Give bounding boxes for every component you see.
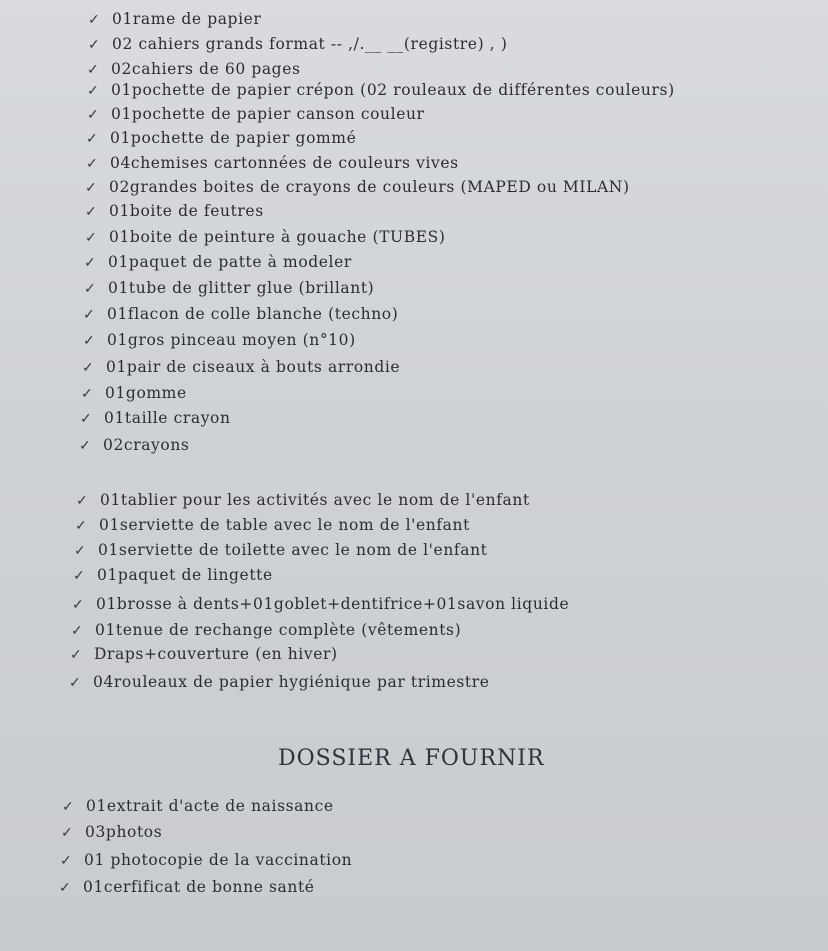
item-text: 04rouleaux de papier hygiénique par trimestre [93,673,490,691]
check-icon: ✓ [82,360,95,376]
list-item [86,153,459,174]
item-text: 02crayons [103,436,190,454]
item-text: 01rame de papier [112,10,262,28]
list-item [73,565,273,586]
list-item [72,594,569,615]
item-text: 02cahiers de 60 pages [111,60,301,78]
check-icon: ✓ [70,647,83,663]
item-text: 01 photocopie de la vaccination [84,851,353,869]
list-item [88,34,507,55]
check-icon: ✓ [88,12,101,28]
item-text: 01pochette de papier gommé [110,129,357,147]
check-icon: ✓ [87,62,100,78]
item-text: 01tube de glitter glue (brillant) [108,279,375,297]
list-item [71,620,461,641]
check-icon: ✓ [86,156,99,172]
item-text: 01tenue de rechange complète (vêtements) [95,621,462,639]
item-text: 01boite de feutres [109,202,264,220]
item-text: 01serviette de toilette avec le nom de l'enfant [98,541,488,559]
item-text: 01brosse à dents+01goblet+dentifrice+01savon liquide [96,595,570,613]
check-icon: ✓ [71,623,84,639]
list-item [85,227,445,248]
item-text: 01pair de ciseaux à bouts arrondie [106,358,401,376]
check-icon: ✓ [88,37,101,53]
list-item [82,357,400,378]
check-icon: ✓ [87,107,100,123]
item-text: 01taille crayon [104,409,231,427]
check-icon: ✓ [84,255,97,271]
item-text: 02 cahiers grands format -- ,/.__ __(registre) , ) [112,35,508,53]
check-icon: ✓ [81,386,94,402]
check-icon: ✓ [85,230,98,246]
item-text: 01boite de peinture à gouache (TUBES) [109,228,446,246]
list-item [61,822,162,843]
item-text: 01paquet de lingette [97,566,273,584]
item-text: 01gros pinceau moyen (n°10) [107,331,356,349]
list-item [87,59,301,80]
list-item [62,796,334,817]
check-icon: ✓ [87,83,100,99]
check-icon: ✓ [69,675,82,691]
check-icon: ✓ [74,543,87,559]
list-item [70,644,338,665]
check-icon: ✓ [83,307,96,323]
list-item [83,304,398,325]
list-item [84,278,374,299]
list-item [85,177,630,198]
item-text: 03photos [85,823,163,841]
check-icon: ✓ [85,180,98,196]
list-item [74,540,488,561]
list-item [84,252,352,273]
check-icon: ✓ [80,411,93,427]
check-icon: ✓ [61,825,74,841]
check-icon: ✓ [84,281,97,297]
list-item [88,9,261,30]
list-item [87,80,675,101]
item-text: 01pochette de papier crépon (02 rouleaux de différentes couleurs) [111,81,675,99]
list-item [60,850,352,871]
list-item [87,104,425,125]
list-item [59,877,315,898]
list-item [75,515,470,536]
item-text: 04chemises cartonnées de couleurs vives [110,154,459,172]
check-icon: ✓ [60,853,73,869]
item-text: 01extrait d'acte de naissance [86,797,334,815]
list-item [76,490,530,511]
check-icon: ✓ [62,799,75,815]
section-title: DOSSIER A FOURNIR [278,746,545,771]
item-text: 01tablier pour les activités avec le nom de l'enfant [100,491,530,509]
check-icon: ✓ [76,493,89,509]
check-icon: ✓ [73,568,86,584]
item-text: 01gomme [105,384,187,402]
item-text: Draps+couverture (en hiver) [94,645,338,663]
check-icon: ✓ [72,597,85,613]
list-item [69,672,490,693]
list-item [86,128,356,149]
check-icon: ✓ [86,131,99,147]
list-item [83,330,356,351]
check-icon: ✓ [75,518,88,534]
list-item [85,201,264,222]
list-item [79,435,189,456]
list-item [81,383,187,404]
check-icon: ✓ [79,438,92,454]
check-icon: ✓ [85,204,98,220]
check-icon: ✓ [83,333,96,349]
item-text: 01serviette de table avec le nom de l'enfant [99,516,470,534]
item-text: 01flacon de colle blanche (techno) [107,305,399,323]
check-icon: ✓ [59,880,72,896]
item-text: 01cerfificat de bonne santé [83,878,315,896]
item-text: 01pochette de papier canson couleur [111,105,425,123]
list-item [80,408,231,429]
item-text: 02grandes boites de crayons de couleurs (MAPED ou MILAN) [109,178,630,196]
item-text: 01paquet de patte à modeler [108,253,352,271]
